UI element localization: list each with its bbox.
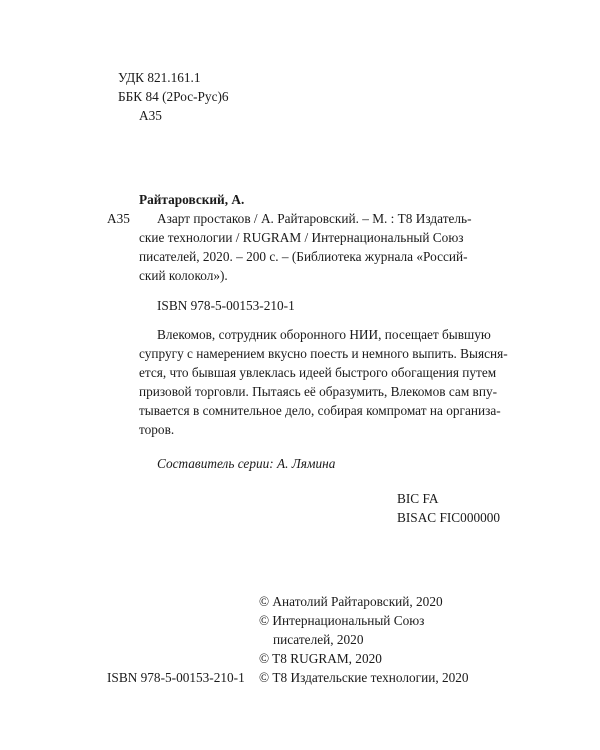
copyright-line: © Интернациональный Союз bbox=[259, 613, 425, 628]
footer-isbn: ISBN 978-5-00153-210-1 bbox=[107, 670, 245, 685]
copyright-line: © Т8 Издательские технологии, 2020 bbox=[259, 670, 469, 685]
bbk-code: ББК 84 (2Рос-Рус)6 bbox=[118, 89, 229, 104]
annotation-line: супругу с намерением вкусно поесть и немного выпить. Выясня- bbox=[139, 346, 508, 361]
description-line: ские технологии / RUGRAM / Интернациональный Союз bbox=[139, 230, 464, 245]
isbn: ISBN 978-5-00153-210-1 bbox=[157, 298, 295, 313]
udk-code: УДК 821.161.1 bbox=[118, 70, 201, 85]
description-line: писателей, 2020. – 200 с. – (Библиотека журнала «Россий- bbox=[139, 249, 468, 264]
series-compiler: Составитель серии: А. Лямина bbox=[157, 456, 336, 471]
author-heading: Райтаровский, А. bbox=[139, 192, 245, 207]
copyright-line: © Анатолий Райтаровский, 2020 bbox=[259, 594, 443, 609]
author-mark: А35 bbox=[107, 211, 130, 226]
annotation-line: Влекомов, сотрудник оборонного НИИ, посещает бывшую bbox=[157, 327, 491, 342]
author-mark-top: А35 bbox=[139, 108, 162, 123]
description-line: Азарт простаков / А. Райтаровский. – М. : Т8 Издатель- bbox=[157, 211, 472, 226]
copyright-line: писателей, 2020 bbox=[273, 632, 364, 647]
annotation-line: ется, что бывшая увлеклась идеей быстрого обогащения путем bbox=[139, 365, 497, 380]
bisac-code: BISAC FIC000000 bbox=[397, 510, 501, 525]
description-line: ский колокол»). bbox=[139, 268, 228, 283]
annotation-line: тывается в сомнительное дело, собирая компромат на организа- bbox=[139, 403, 501, 418]
annotation-line: торов. bbox=[139, 422, 175, 437]
bic-code: BIC FA bbox=[397, 491, 439, 506]
copyright-line: © T8 RUGRAM, 2020 bbox=[259, 651, 382, 666]
annotation-line: призовой торговли. Пытаясь её образумить, Влекомов сам впу- bbox=[139, 384, 498, 399]
